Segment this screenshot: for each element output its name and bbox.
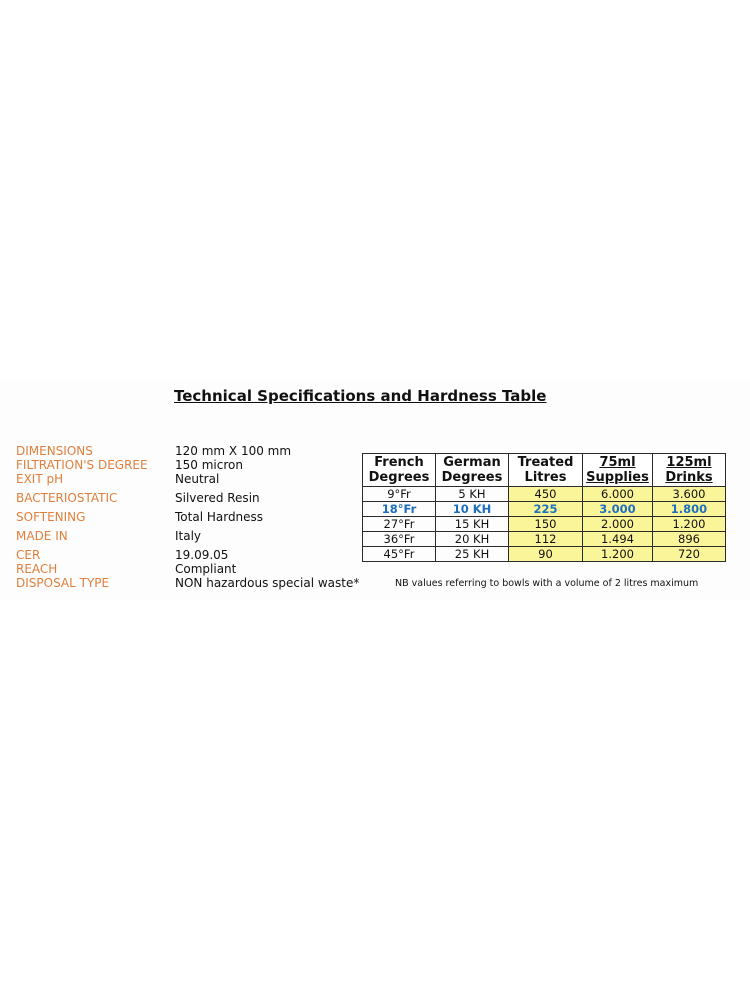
cell-french: 18°Fr xyxy=(363,502,436,517)
table-row-highlighted xyxy=(363,502,726,517)
cell-supplies: 1.494 xyxy=(583,532,653,547)
cell-french: 27°Fr xyxy=(363,517,436,532)
table-row xyxy=(363,487,726,502)
table-row xyxy=(363,517,726,532)
header-125ml-drinks: 125ml Drinks xyxy=(653,454,726,487)
table-note: NB values referring to bowls with a volume of 2 litres maximum xyxy=(395,578,699,589)
spec-label-softening: SOFTENING xyxy=(16,510,86,524)
spec-value-bacteriostatic: Silvered Resin xyxy=(175,491,260,505)
cell-german: 5 KH xyxy=(436,487,509,502)
cell-german: 20 KH xyxy=(436,532,509,547)
cell-litres: 112 xyxy=(509,532,583,547)
spec-label-cer: CER xyxy=(16,548,41,562)
header-french-degrees: French Degrees xyxy=(363,454,436,487)
header-german-degrees: German Degrees xyxy=(436,454,509,487)
cell-french: 36°Fr xyxy=(363,532,436,547)
spec-label-filtration: FILTRATION'S DEGREE xyxy=(16,458,148,472)
cell-drinks: 720 xyxy=(653,547,726,562)
cell-french: 9°Fr xyxy=(363,487,436,502)
cell-drinks: 1.200 xyxy=(653,517,726,532)
cell-litres: 150 xyxy=(509,517,583,532)
cell-drinks: 3.600 xyxy=(653,487,726,502)
header-75ml-supplies: 75ml Supplies xyxy=(583,454,653,487)
hardness-table xyxy=(362,453,726,562)
table-row xyxy=(363,547,726,562)
spec-value-cer: 19.09.05 xyxy=(175,548,229,562)
spec-label-made-in: MADE IN xyxy=(16,529,68,543)
cell-supplies: 3.000 xyxy=(583,502,653,517)
table-header-row xyxy=(363,454,726,487)
spec-value-reach: Compliant xyxy=(175,562,237,576)
spec-value-exit-ph: Neutral xyxy=(175,472,220,486)
cell-supplies: 2.000 xyxy=(583,517,653,532)
spec-value-disposal: NON hazardous special waste* xyxy=(175,576,360,590)
cell-drinks: 896 xyxy=(653,532,726,547)
spec-label-reach: REACH xyxy=(16,562,58,576)
spec-label-dimensions: DIMENSIONS xyxy=(16,444,93,458)
cell-german: 10 KH xyxy=(436,502,509,517)
cell-litres: 225 xyxy=(509,502,583,517)
spec-label-exit-ph: EXIT pH xyxy=(16,472,64,486)
header-treated-litres: Treated Litres xyxy=(509,454,583,487)
cell-drinks: 1.800 xyxy=(653,502,726,517)
spec-label-disposal: DISPOSAL TYPE xyxy=(16,576,110,590)
cell-supplies: 6.000 xyxy=(583,487,653,502)
spec-value-dimensions: 120 mm X 100 mm xyxy=(175,444,292,458)
cell-french: 45°Fr xyxy=(363,547,436,562)
page-title: Technical Specifications and Hardness Table xyxy=(174,387,547,405)
cell-german: 15 KH xyxy=(436,517,509,532)
cell-litres: 450 xyxy=(509,487,583,502)
cell-german: 25 KH xyxy=(436,547,509,562)
cell-supplies: 1.200 xyxy=(583,547,653,562)
spec-value-softening: Total Hardness xyxy=(175,510,264,524)
spec-value-filtration: 150 micron xyxy=(175,458,243,472)
spec-value-made-in: Italy xyxy=(175,529,202,543)
cell-litres: 90 xyxy=(509,547,583,562)
spec-label-bacteriostatic: BACTERIOSTATIC xyxy=(16,491,118,505)
table-row xyxy=(363,532,726,547)
